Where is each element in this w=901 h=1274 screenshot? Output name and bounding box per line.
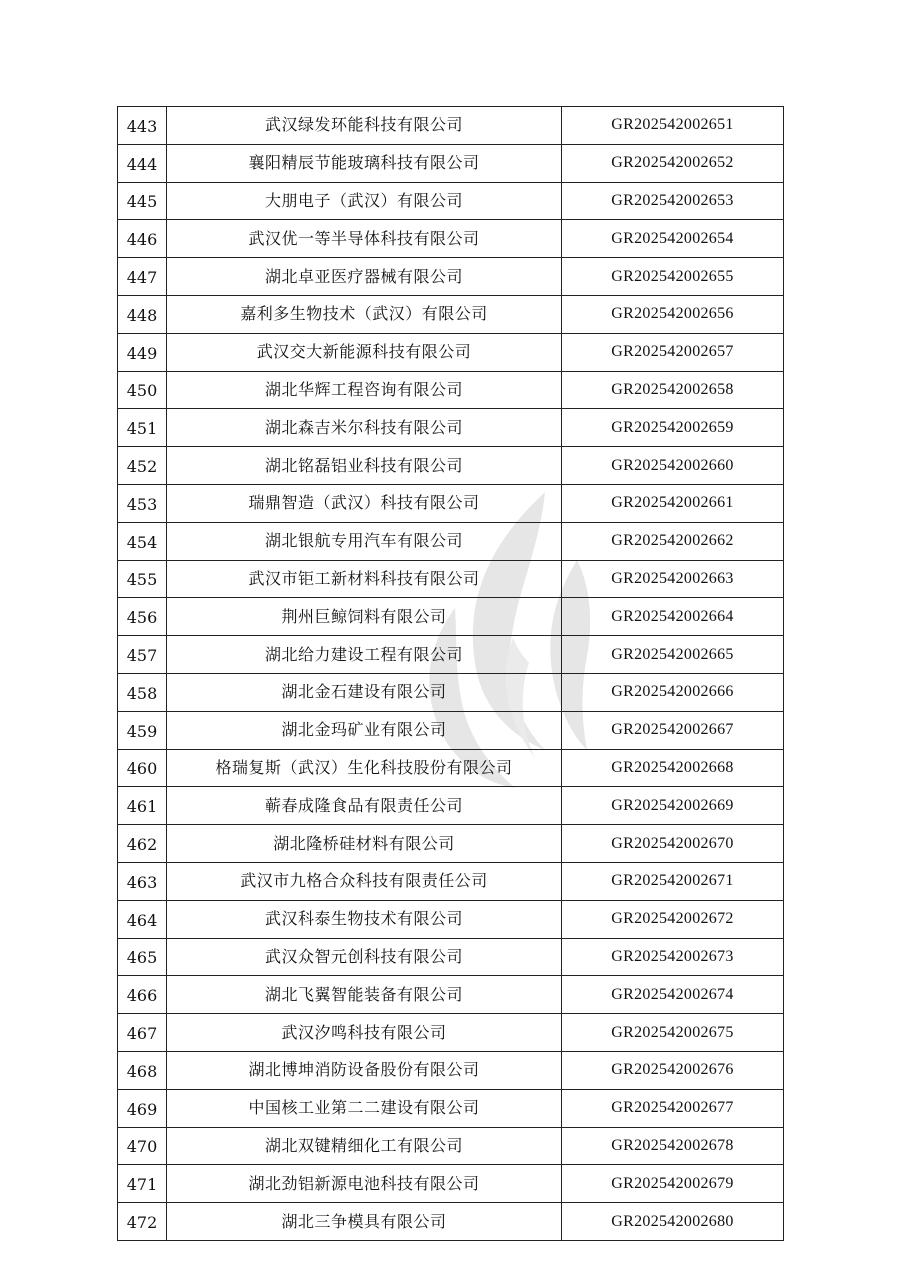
certificate-code: GR202542002674	[562, 976, 784, 1014]
company-name: 湖北卓亚医疗器械有限公司	[167, 258, 562, 296]
company-name: 武汉市钜工新材料科技有限公司	[167, 560, 562, 598]
company-name: 襄阳精辰节能玻璃科技有限公司	[167, 144, 562, 182]
row-number: 447	[118, 258, 167, 296]
row-number: 453	[118, 484, 167, 522]
company-name: 武汉众智元创科技有限公司	[167, 938, 562, 976]
row-number: 464	[118, 900, 167, 938]
table-row	[118, 107, 784, 145]
row-number: 472	[118, 1203, 167, 1241]
row-number: 456	[118, 598, 167, 636]
company-name: 湖北飞翼智能装备有限公司	[167, 976, 562, 1014]
row-number: 455	[118, 560, 167, 598]
company-name: 湖北银航专用汽车有限公司	[167, 522, 562, 560]
company-name: 大朋电子（武汉）有限公司	[167, 182, 562, 220]
row-number: 459	[118, 711, 167, 749]
table-row	[118, 447, 784, 485]
table-row	[118, 522, 784, 560]
certificate-code: GR202542002679	[562, 1165, 784, 1203]
company-list-table	[117, 106, 784, 1241]
certificate-code: GR202542002677	[562, 1089, 784, 1127]
row-number: 452	[118, 447, 167, 485]
certificate-code: GR202542002680	[562, 1203, 784, 1241]
company-name: 武汉优一等半导体科技有限公司	[167, 220, 562, 258]
company-name: 湖北金玛矿业有限公司	[167, 711, 562, 749]
certificate-code: GR202542002675	[562, 1014, 784, 1052]
certificate-code: GR202542002668	[562, 749, 784, 787]
company-name: 湖北劲铝新源电池科技有限公司	[167, 1165, 562, 1203]
table-row	[118, 409, 784, 447]
company-name: 荆州巨鲸饲料有限公司	[167, 598, 562, 636]
company-name: 中国核工业第二二建设有限公司	[167, 1089, 562, 1127]
row-number: 446	[118, 220, 167, 258]
table-row	[118, 333, 784, 371]
row-number: 458	[118, 673, 167, 711]
table-row	[118, 673, 784, 711]
table-row	[118, 484, 784, 522]
table-row	[118, 900, 784, 938]
table-row	[118, 144, 784, 182]
certificate-code: GR202542002671	[562, 862, 784, 900]
company-name: 湖北隆桥硅材料有限公司	[167, 825, 562, 863]
row-number: 461	[118, 787, 167, 825]
row-number: 444	[118, 144, 167, 182]
row-number: 470	[118, 1127, 167, 1165]
certificate-code: GR202542002654	[562, 220, 784, 258]
table-row	[118, 976, 784, 1014]
table-row	[118, 295, 784, 333]
company-name: 湖北三争模具有限公司	[167, 1203, 562, 1241]
row-number: 462	[118, 825, 167, 863]
company-name: 湖北双键精细化工有限公司	[167, 1127, 562, 1165]
row-number: 450	[118, 371, 167, 409]
table-row	[118, 1127, 784, 1165]
certificate-code: GR202542002669	[562, 787, 784, 825]
certificate-code: GR202542002663	[562, 560, 784, 598]
table-row	[118, 371, 784, 409]
certificate-code: GR202542002670	[562, 825, 784, 863]
table-row	[118, 220, 784, 258]
row-number: 448	[118, 295, 167, 333]
certificate-code: GR202542002651	[562, 107, 784, 145]
table-row	[118, 825, 784, 863]
company-name: 武汉汐鸣科技有限公司	[167, 1014, 562, 1052]
row-number: 471	[118, 1165, 167, 1203]
table-row	[118, 598, 784, 636]
company-name: 湖北金石建设有限公司	[167, 673, 562, 711]
company-name: 武汉绿发环能科技有限公司	[167, 107, 562, 145]
certificate-code: GR202542002653	[562, 182, 784, 220]
certificate-code: GR202542002664	[562, 598, 784, 636]
table-row	[118, 1203, 784, 1241]
table-row	[118, 1165, 784, 1203]
table-row	[118, 560, 784, 598]
certificate-code: GR202542002655	[562, 258, 784, 296]
table-row	[118, 787, 784, 825]
table-row	[118, 711, 784, 749]
certificate-code: GR202542002656	[562, 295, 784, 333]
table-row	[118, 1051, 784, 1089]
certificate-code: GR202542002678	[562, 1127, 784, 1165]
table-row	[118, 182, 784, 220]
row-number: 463	[118, 862, 167, 900]
company-name: 格瑞复斯（武汉）生化科技股份有限公司	[167, 749, 562, 787]
certificate-code: GR202542002657	[562, 333, 784, 371]
row-number: 451	[118, 409, 167, 447]
company-name: 蕲春成隆食品有限责任公司	[167, 787, 562, 825]
table-row	[118, 1089, 784, 1127]
row-number: 457	[118, 636, 167, 674]
table-row	[118, 938, 784, 976]
row-number: 460	[118, 749, 167, 787]
row-number: 465	[118, 938, 167, 976]
certificate-code: GR202542002673	[562, 938, 784, 976]
certificate-code: GR202542002661	[562, 484, 784, 522]
table-row	[118, 636, 784, 674]
certificate-code: GR202542002662	[562, 522, 784, 560]
row-number: 468	[118, 1051, 167, 1089]
certificate-code: GR202542002672	[562, 900, 784, 938]
row-number: 466	[118, 976, 167, 1014]
table-row	[118, 258, 784, 296]
company-name: 湖北博坤消防设备股份有限公司	[167, 1051, 562, 1089]
certificate-code: GR202542002659	[562, 409, 784, 447]
company-name: 湖北铭磊铝业科技有限公司	[167, 447, 562, 485]
certificate-code: GR202542002676	[562, 1051, 784, 1089]
company-name: 湖北森吉米尔科技有限公司	[167, 409, 562, 447]
certificate-code: GR202542002660	[562, 447, 784, 485]
company-name: 湖北给力建设工程有限公司	[167, 636, 562, 674]
row-number: 445	[118, 182, 167, 220]
table-row	[118, 749, 784, 787]
row-number: 469	[118, 1089, 167, 1127]
certificate-code: GR202542002666	[562, 673, 784, 711]
certificate-code: GR202542002665	[562, 636, 784, 674]
table-row	[118, 862, 784, 900]
row-number: 454	[118, 522, 167, 560]
company-name: 瑞鼎智造（武汉）科技有限公司	[167, 484, 562, 522]
company-name: 嘉利多生物技术（武汉）有限公司	[167, 295, 562, 333]
certificate-code: GR202542002652	[562, 144, 784, 182]
table-row	[118, 1014, 784, 1052]
table-body	[118, 107, 784, 1241]
certificate-code: GR202542002667	[562, 711, 784, 749]
company-name: 湖北华辉工程咨询有限公司	[167, 371, 562, 409]
row-number: 467	[118, 1014, 167, 1052]
company-name: 武汉市九格合众科技有限责任公司	[167, 862, 562, 900]
row-number: 443	[118, 107, 167, 145]
company-name: 武汉交大新能源科技有限公司	[167, 333, 562, 371]
row-number: 449	[118, 333, 167, 371]
company-name: 武汉科泰生物技术有限公司	[167, 900, 562, 938]
certificate-code: GR202542002658	[562, 371, 784, 409]
